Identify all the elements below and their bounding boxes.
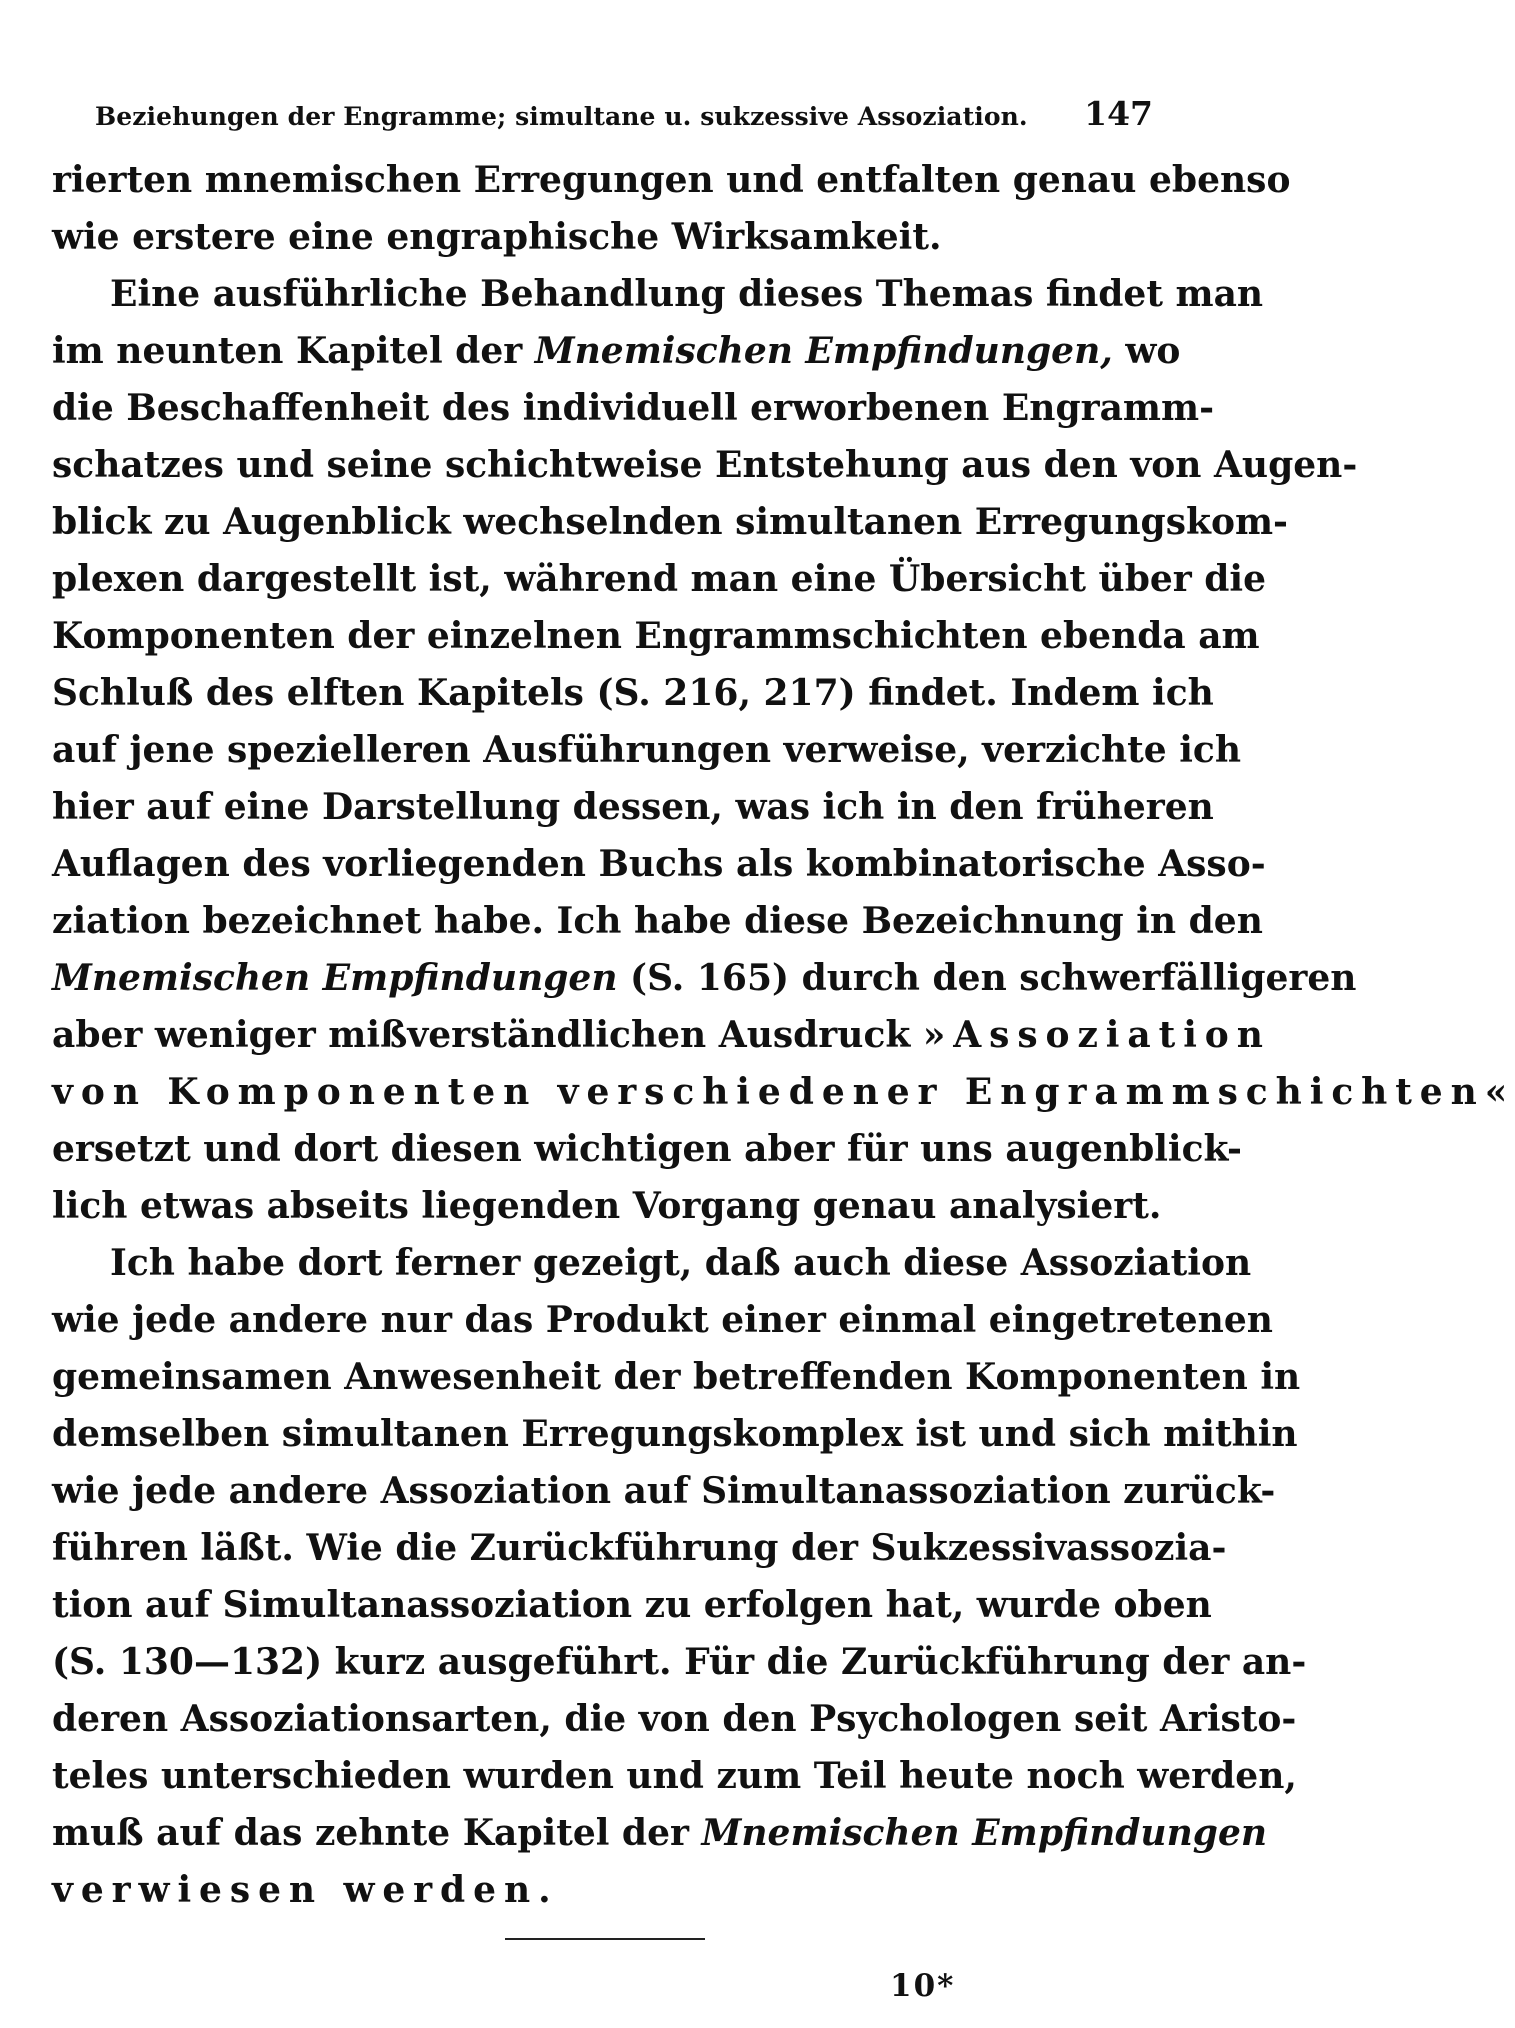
text-line — [52, 1007, 1271, 1064]
text-line: führen läßt. Wie die Zurückführung der Sukzessivassozia- — [52, 1527, 1227, 1569]
text-line: wie erstere eine engraphische Wirksamkeit. — [52, 216, 942, 258]
text-line: gemeinsamen Anwesenheit der betreffenden Komponenten in — [52, 1356, 1301, 1398]
book-title-emphasis: Mnemischen Empfindungen — [701, 1812, 1268, 1854]
body-text — [52, 152, 1515, 1919]
text-span: im neunten Kapitel der — [52, 330, 523, 372]
text-line: plexen dargestellt ist, während man eine Übersicht über die — [52, 558, 1267, 600]
text-line: ersetzt und dort diesen wichtigen aber für uns augenblick- — [52, 1128, 1242, 1170]
book-title-emphasis: Mnemischen Empfindungen — [52, 957, 618, 999]
page-number: 147 — [1084, 94, 1153, 133]
spaced-term-line: von Komponenten verschiedener Engrammschichten« — [52, 1071, 1515, 1113]
text-line: hier auf eine Darstellung dessen, was ich in den früheren — [52, 786, 1214, 828]
text-line: lich etwas abseits liegenden Vorgang genau analysiert. — [52, 1185, 1162, 1227]
paragraph-start-line: Eine ausführliche Behandlung dieses Themas findet man — [110, 273, 1264, 315]
text-span: wo — [1125, 330, 1181, 372]
text-line: (S. 130—132) kurz ausgeführt. Für die Zurückführung der an- — [52, 1641, 1307, 1683]
text-line — [52, 323, 1181, 380]
text-line: Auflagen des vorliegenden Buchs als kombinatorische Asso- — [52, 843, 1266, 885]
text-line: Komponenten der einzelnen Engrammschichten ebenda am — [52, 615, 1260, 657]
text-span: (S. 165) durch den schwerfälligeren — [630, 957, 1357, 999]
text-line: wie jede andere nur das Produkt einer einmal eingetretenen — [52, 1299, 1273, 1341]
text-line: wie jede andere Assoziation auf Simultanassoziation zurück- — [52, 1470, 1276, 1512]
running-header — [95, 94, 1153, 134]
text-line: teles unterschieden wurden und zum Teil heute noch werden, — [52, 1755, 1297, 1797]
book-title-emphasis: Mnemischen Empfindungen, — [534, 330, 1113, 372]
text-span: aber weniger mißverständlichen Ausdruck — [52, 1014, 911, 1056]
text-line: ziation bezeichnet habe. Ich habe diese Bezeichnung in den — [52, 900, 1263, 942]
footer-rule — [505, 1938, 705, 1940]
text-line — [52, 1805, 1268, 1862]
text-line: rierten mnemischen Erregungen und entfalten genau ebenso — [52, 159, 1291, 201]
text-span: muß auf das zehnte Kapitel der — [52, 1812, 689, 1854]
text-line: schatzes und seine schichtweise Entstehung aus den von Augen- — [52, 444, 1358, 486]
spaced-term: »Assoziation — [922, 1014, 1271, 1056]
signature-mark: 10* — [890, 1968, 956, 2004]
text-line: tion auf Simultanassoziation zu erfolgen hat, wurde oben — [52, 1584, 1212, 1626]
text-line: deren Assoziationsarten, die von den Psychologen seit Aristo- — [52, 1698, 1297, 1740]
text-line: blick zu Augenblick wechselnden simultanen Erregungskom- — [52, 501, 1288, 543]
running-title: Beziehungen der Engramme; simultane u. sukzessive Assoziation. — [95, 102, 1028, 131]
text-line — [52, 950, 1357, 1007]
text-line: Schluß des elften Kapitels (S. 216, 217) findet. Indem ich — [52, 672, 1214, 714]
spaced-term-line: verwiesen werden. — [52, 1869, 559, 1911]
text-line: auf jene spezielleren Ausführungen verweise, verzichte ich — [52, 729, 1242, 771]
text-line: die Beschaffenheit des individuell erworbenen Engramm- — [52, 387, 1215, 429]
text-line: demselben simultanen Erregungskomplex ist und sich mithin — [52, 1413, 1298, 1455]
paragraph-start-line: Ich habe dort ferner gezeigt, daß auch diese Assoziation — [110, 1242, 1252, 1284]
